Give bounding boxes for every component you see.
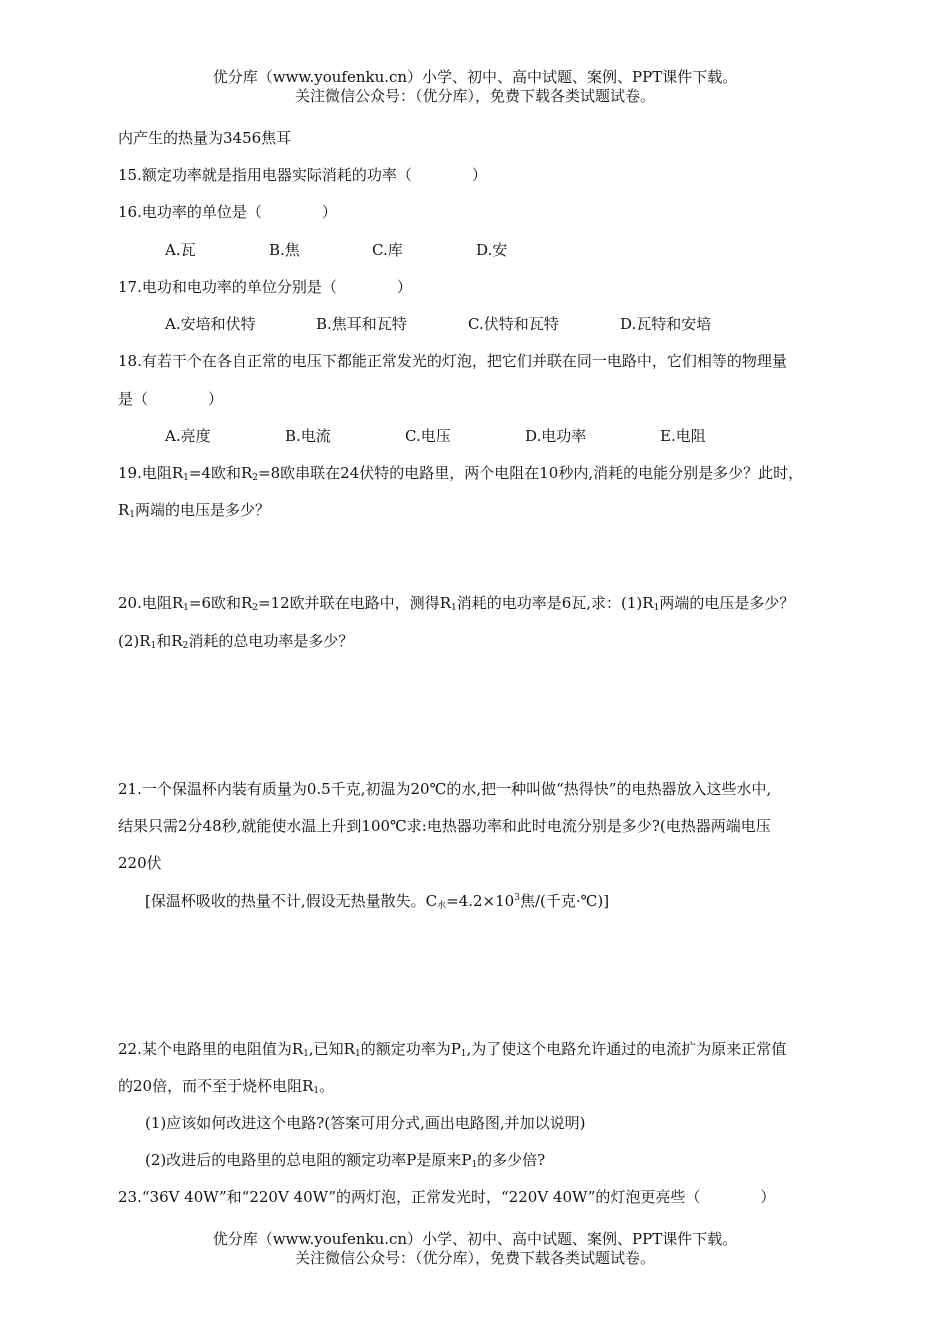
q18-option-d: D.电功率 (525, 427, 587, 445)
q16-option-c: C.库 (372, 241, 403, 259)
question-16-stem: 16.电功率的单位是（ ） (118, 203, 337, 221)
question-20-line1: 20.电阻$R_1=6$欧和$R_2=12$欧并联在电路中，测得$R_1$消耗的电功率是6瓦,求：$(1)R_1$两端的电压是多少？ (118, 594, 795, 613)
question-23: 23.“36V 40W”和“220V 40W”的两灯泡，正常发光时，“220V 40W”的灯泡更亮些（ ） (118, 1188, 776, 1206)
q18-option-e: E.电阻 (660, 427, 706, 445)
q17-option-d: D.瓦特和安培 (620, 315, 712, 333)
question-21-line2: 结果只需2分48秒,就能使水温上升到100℃求:电热器功率和此时电流分别是多少?(电热器两端电压 (118, 817, 771, 835)
question-18-stem-line2: 是（ ） (118, 390, 224, 408)
page-header (0, 68, 950, 106)
q17-option-b: B.焦耳和瓦特 (316, 315, 407, 333)
q16-option-b: B.焦 (269, 241, 300, 259)
question-21-note: [保温杯吸收的热量不计,假设无热量散失。$C_水=4.2\times 10^3$焦/(千克·℃)] (145, 892, 610, 911)
question-17-stem: 17.电功和电功率的单位分别是（ ） (118, 278, 412, 296)
question-22-sub2: (2)改进后的电路里的总电阻的额定功率P是原来$P_1$的多少倍? (145, 1151, 546, 1170)
question-19-line1: 19.电阻$R_1=4$欧和$R_2=8$欧串联在24伏特的电路里，两个电阻在10秒内,消耗的电能分别是多少？此时， (118, 464, 804, 483)
header-line-2: 关注微信公众号：（优分库），免费下载各类试题试卷。 (294, 87, 655, 105)
question-21-line1: 21.一个保温杯内装有质量为0.5千克,初温为20℃的水,把一种叫做“热得快”的电热器放入这些水中, (118, 780, 772, 798)
question-18-stem-line1: 18.有若干个在各自正常的电压下都能正常发光的灯泡，把它们并联在同一电路中，它们相等的物理量 (118, 352, 787, 370)
q14-continuation: 内产生的热量为3456焦耳 (118, 129, 292, 147)
question-19-line2: $R_1$两端的电压是多少？ (118, 501, 271, 520)
question-21-line3: 220伏 (118, 854, 162, 872)
q16-option-a: A.瓦 (165, 241, 196, 259)
question-15: 15.额定功率就是指用电器实际消耗的功率（ ） (118, 166, 487, 184)
question-22-line1: 22.某个电路里的电阻值为$R_1$,已知$R_1$的额定功率为$P_1$,为了使这个电路允许通过的电流扩为原来正常值 (118, 1040, 787, 1059)
question-20-line2: $(2)R_1$和$R_2$消耗的总电功率是多少？ (118, 632, 354, 651)
question-22-line2: 的20倍，而不至于烧杯电阻$R_1$。 (118, 1077, 335, 1096)
q16-option-d: D.安 (476, 241, 508, 259)
q18-option-c: C.电压 (405, 427, 451, 445)
footer-line-1: 优分库（www.youfenku.cn）小学、初中、高中试题、案例、PPT课件下载。 (212, 1230, 738, 1248)
header-line-1: 优分库（www.youfenku.cn）小学、初中、高中试题、案例、PPT课件下载。 (212, 68, 738, 86)
q17-option-a: A.安培和伏特 (165, 315, 256, 333)
q18-option-b: B.电流 (285, 427, 331, 445)
question-22-sub1: (1)应该如何改进这个电路?(答案可用分式,画出电路图,并加以说明) (145, 1114, 586, 1132)
footer-line-2: 关注微信公众号：（优分库），免费下载各类试题试卷。 (294, 1249, 655, 1267)
page-footer (0, 1230, 950, 1268)
q17-option-c: C.伏特和瓦特 (468, 315, 559, 333)
q18-option-a: A.亮度 (165, 427, 211, 445)
